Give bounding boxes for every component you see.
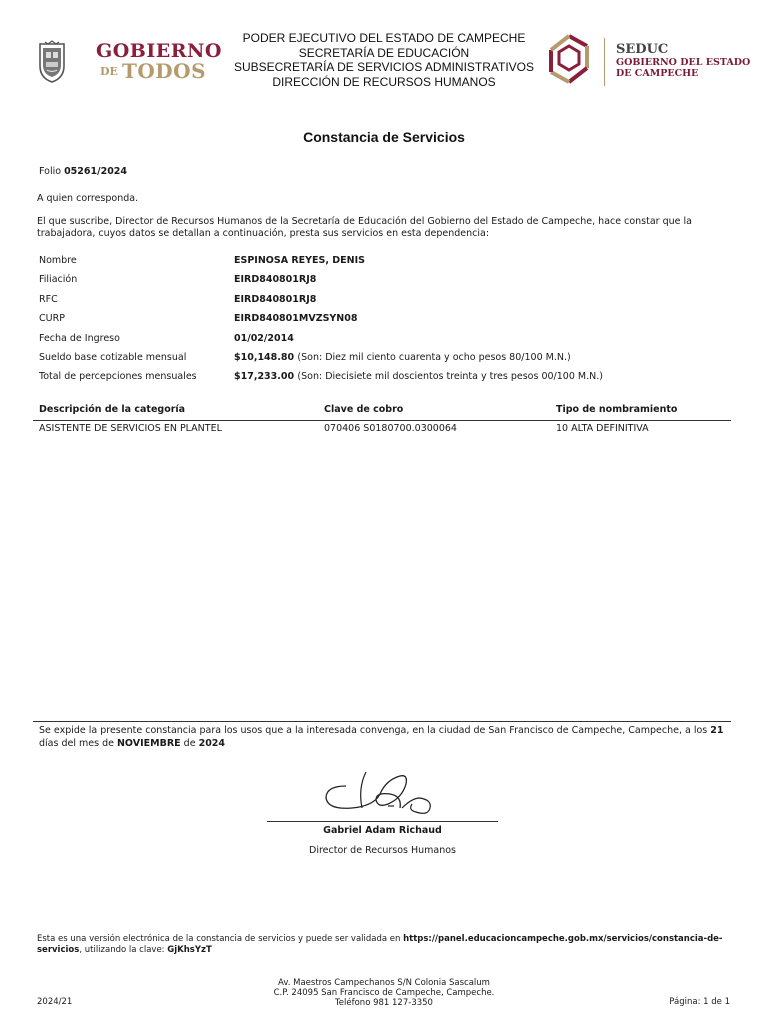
validation-note [37,934,737,955]
header-line: SUBSECRETARÍA DE SERVICIOS ADMINISTRATIVOS [233,60,535,74]
validation-key: GjKhsYzT [167,944,212,955]
table-cell-descripcion: ASISTENTE DE SERVICIOS EN PLANTEL [39,423,222,434]
employee-label: Fecha de Ingreso [39,333,120,344]
validation-url[interactable]: https://panel.educacioncampeche.gob.mx/servicios/constancia-de-servicios [37,934,723,955]
employee-value [234,371,603,382]
employee-label: RFC [39,294,58,305]
header-line: DIRECCIÓN DE RECURSOS HUMANOS [272,74,496,89]
table-header-tipo: Tipo de nombramiento [556,404,678,415]
employee-value: ESPINOSA REYES, DENIS [234,255,365,266]
seduc-title: SEDUC [616,42,669,57]
address-line: Av. Maestros Campechanos S/N Colonia Sascalum [278,978,490,988]
address-line: Teléfono 981 127-3350 [335,998,433,1008]
address-line: C.P. 24095 San Francisco de Campeche, Campeche. [273,988,495,998]
gobierno-de-todos-logo [96,40,222,84]
header-institution-block [220,31,548,89]
page-number: Página: 1 de 1 [669,997,730,1007]
folio [39,166,127,177]
handwritten-signature [316,768,440,816]
closing-year: 2024 [198,737,226,749]
state-shield-icon [37,40,67,84]
closing-text: de [183,737,196,749]
closing-paragraph [39,725,729,750]
employee-value: 01/02/2014 [234,333,294,344]
header-line: PODER EJECUTIVO DEL ESTADO DE CAMPECHE [242,31,526,45]
amount-in-words: (Son: Diecisiete mil doscientos treinta y tres pesos 00/100 M.N.) [297,371,603,382]
employee-label: Filiación [39,274,78,285]
signer-name: Gabriel Adam Richaud [323,825,442,836]
employee-label: Nombre [39,255,77,266]
closing-text: días del mes de [39,737,114,749]
employee-value [234,352,571,363]
folio-value: 05261/2024 [64,166,128,177]
intro-paragraph: El que suscribe, Director de Recursos Humanos de la Secretaría de Educación del Gobierno del Estado de Campeche, hace constar que la trabajadora, cuyos datos se detallan a continuación, presta sus servicios en esta dependencia: [37,216,692,239]
validation-text: , utilizando la clave: [79,944,165,955]
seduc-subtitle [616,58,750,79]
table-header-clave: Clave de cobro [324,404,404,415]
employee-label: Total de percepciones mensuales [39,371,197,382]
signer-role: Director de Recursos Humanos [309,845,456,856]
logo-line-todos: TODOS [122,59,207,83]
signature-line [267,821,498,822]
document-code: 2024/21 [37,997,73,1007]
table-divider [33,420,731,421]
employee-value: EIRD840801RJ8 [234,294,317,305]
footer-address [234,978,534,1008]
header-line: SECRETARÍA DE EDUCACIÓN [298,45,470,60]
employee-value: EIRD840801RJ8 [234,274,317,285]
closing-day: 21 [710,725,724,736]
header-divider [604,38,605,86]
logo-line-de: DE [100,65,118,78]
logo-line-gobierno: GOBIERNO [96,40,222,62]
seduc-subtitle-line: DE CAMPECHE [616,67,699,79]
seduc-subtitle-line: GOBIERNO DEL ESTADO [616,57,751,68]
closing-divider [33,721,731,722]
amount: $17,233.00 [234,371,295,382]
amount: $10,148.80 [234,352,295,363]
employee-label: CURP [39,313,65,324]
amount-in-words: (Son: Diez mil ciento cuarenta y ocho pesos 80/100 M.N.) [297,352,571,363]
document-title: Constancia de Servicios [303,129,465,145]
employee-label: Sueldo base cotizable mensual [39,352,187,363]
closing-month: NOVIEMBRE [116,737,181,749]
table-header-descripcion: Descripción de la categoría [39,404,186,415]
greeting: A quien corresponda. [37,193,139,204]
employee-value: EIRD840801MVZSYN08 [234,313,358,324]
seduc-emblem-icon [541,32,597,90]
table-cell-tipo: 10 ALTA DEFINITIVA [556,423,649,434]
closing-text: Se expide la presente constancia para los usos que a la interesada convenga, en la ciudad de San Francisco de Campeche, Campeche, a los [39,725,708,736]
table-cell-clave: 070406 S0180700.0300064 [324,423,457,434]
folio-label: Folio [39,166,62,177]
validation-text: Esta es una versión electrónica de la constancia de servicios y puede ser validada en [37,934,401,944]
